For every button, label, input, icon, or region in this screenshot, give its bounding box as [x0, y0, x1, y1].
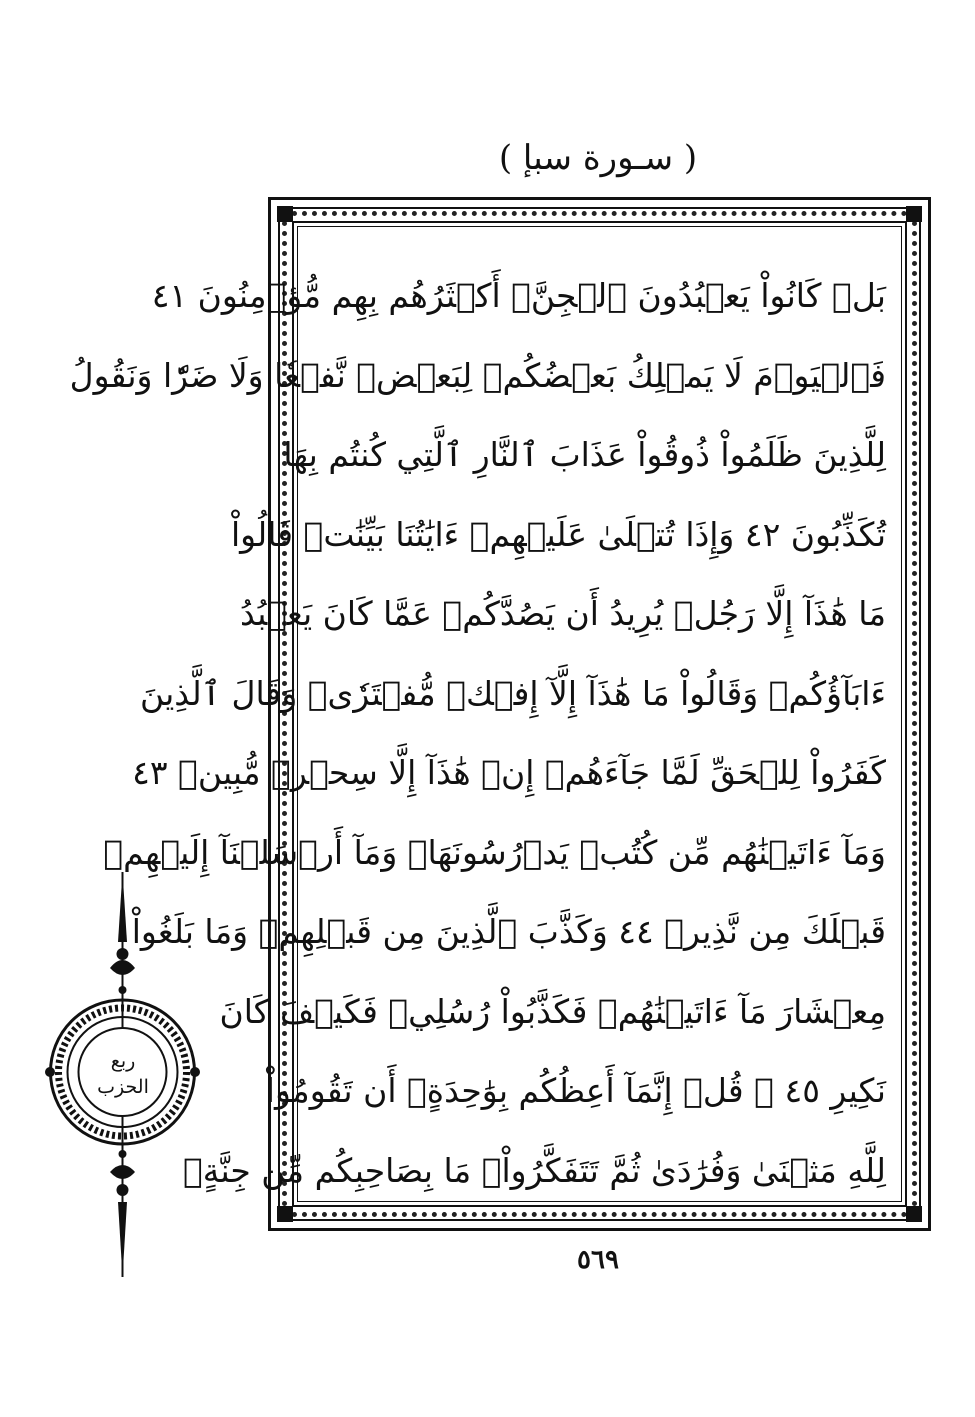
verse-line: مَا هَٰذَآ إِلَّا رَجُلٞ يُرِيدُ أَن يَصُدَّكُمۡ عَمَّا كَانَ يَعۡبُدُ: [239, 594, 886, 633]
verse-line: تُكَذِّبُونَ ٤٢ وَإِذَا تُتۡلَىٰ عَلَيۡهِمۡ ءَايَٰتُنَا بَيِّنَٰتٖ قَالُواْ: [230, 514, 886, 554]
hizb-label-line1: ربع: [110, 1050, 136, 1072]
frame-corner-ornament: [277, 206, 293, 222]
verse-line: لِلَّهِ مَثۡنَىٰ وَفُرَٰدَىٰ ثُمَّ تَتَفَكَّرُواْۚ مَا بِصَاحِبِكُم مِّن جِنَّةٍۚ: [182, 1150, 886, 1190]
page-number: ٥٦٩: [577, 1245, 619, 1275]
hizb-quarter-label: [85, 1048, 161, 1100]
frame-corner-ornament: [906, 1206, 922, 1222]
verse-line: ءَابَآؤُكُمۡ وَقَالُواْ مَا هَٰذَآ إِلَّآ إِفۡكٞ مُّفۡتَرٗىۚ وَقَالَ ٱلَّذِينَ: [140, 673, 886, 713]
verse-line: وَمَآ ءَاتَيۡنَٰهُم مِّن كُتُبٖ يَدۡرُسُونَهَاۖ وَمَآ أَرۡسَلۡنَآ إِلَيۡهِمۡ: [103, 832, 886, 872]
hizb-label-line2: الحزب: [97, 1076, 149, 1098]
verse-line: بَلۡ كَانُواْ يَعۡبُدُونَ ٱلۡجِنَّۖ أَكۡثَرُهُم بِهِم مُّؤۡمِنُونَ ٤١: [151, 276, 886, 315]
verse-line: فَٱلۡيَوۡمَ لَا يَمۡلِكُ بَعۡضُكُمۡ لِبَعۡضٖ نَّفۡعٗا وَلَا ضَرّٗا وَنَقُولُ: [69, 355, 886, 395]
verse-line: كَفَرُواْ لِلۡحَقِّ لَمَّا جَآءَهُمۡ إِنۡ هَٰذَآ إِلَّا سِحۡرٞ مُّبِينٞ ٤٣: [132, 753, 886, 792]
verse-line: نَكِيرِ ٤٥ ۞ قُلۡ إِنَّمَآ أَعِظُكُم بِوَٰحِدَةٍۖ أَن تَقُومُواْ: [265, 1071, 886, 1110]
frame-corner-ornament: [906, 206, 922, 222]
verse-line: قَبۡلَكَ مِن نَّذِيرٖ ٤٤ وَكَذَّبَ ٱلَّذِينَ مِن قَبۡلِهِمۡ وَمَا بَلَغُواْ: [131, 912, 886, 951]
verse-line: لِلَّذِينَ ظَلَمُواْ ذُوقُواْ عَذَابَ ٱلنَّارِ ٱلَّتِي كُنتُم بِهَا: [283, 435, 886, 474]
verse-line: مِعۡشَارَ مَآ ءَاتَيۡنَٰهُمۡ فَكَذَّبُواْ رُسُلِيۖ فَكَيۡفَ كَانَ: [219, 991, 886, 1031]
surah-header: ( سـورة سبإ ): [498, 138, 698, 178]
